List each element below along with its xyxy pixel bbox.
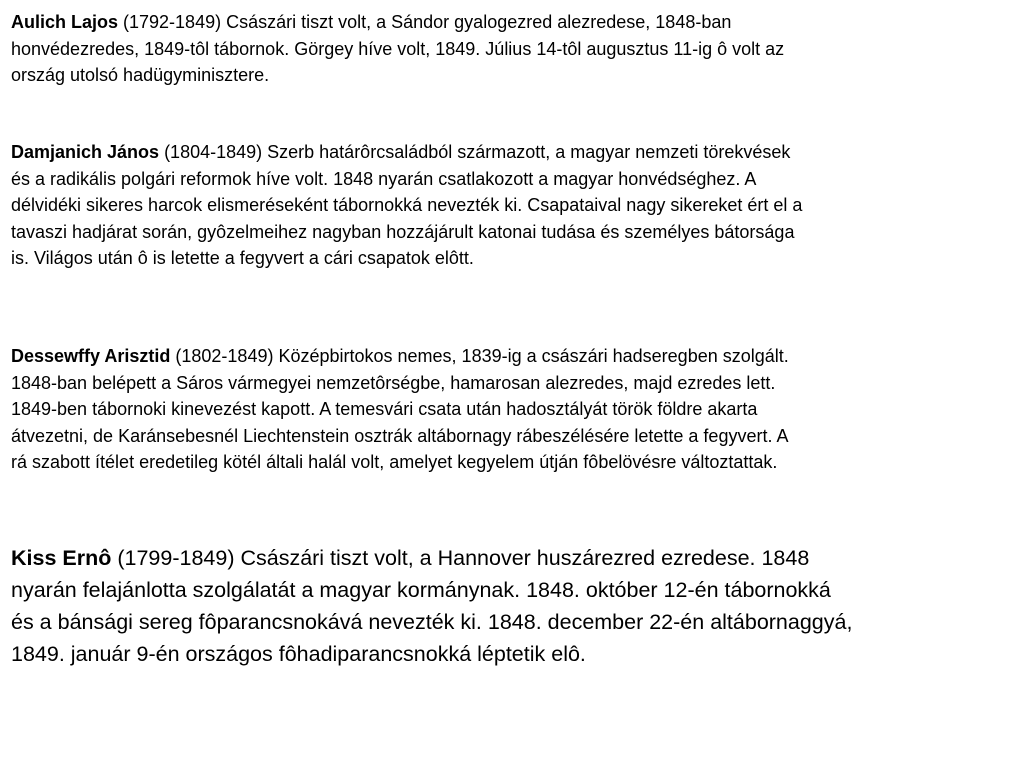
entry-line: tavaszi hadjárat során, gyôzelmeihez nagyban hozzájárult katonai tudása és személyes bátorsága bbox=[11, 221, 795, 242]
biography-entry-kiss bbox=[11, 542, 1020, 670]
entry-line: 1849-ben tábornoki kinevezést kapott. A temesvári csata után hadosztályát török földre akarta bbox=[11, 399, 758, 419]
entry-name: Dessewffy Arisztid bbox=[11, 346, 171, 366]
biography-entry-dessewffy bbox=[11, 343, 1020, 476]
entry-name: Damjanich János bbox=[11, 142, 160, 162]
entry-first-line: Damjanich János (1804-1849) Szerb határôrcsaládból származott, a magyar nemzeti törekvések bbox=[11, 142, 791, 162]
entry-line: rá szabott ítélet eredetileg kötél általi halál volt, amelyet kegyelem útján fôbelövésre változtattak. bbox=[11, 452, 778, 472]
entry-line: és a bánsági sereg fôparancsnokává nevezték ki. 1848. december 22-én altábornaggyá, bbox=[11, 610, 853, 634]
entry-first-line: Kiss Ernô (1799-1849) Császári tiszt volt, a Hannover huszárezred ezredese. 1848 bbox=[11, 546, 810, 570]
entry-first-line: Dessewffy Arisztid (1802-1849) Középbirtokos nemes, 1839-ig a császári hadseregben szolgált. bbox=[11, 346, 789, 366]
entry-line: nyarán felajánlotta szolgálatát a magyar kormánynak. 1848. október 12-én tábornokká bbox=[11, 578, 831, 602]
biography-entry-damjanich bbox=[11, 139, 1020, 272]
entry-line: átvezetni, de Karánsebesnél Liechtenstein osztrák altábornagy rábeszélésére letette a fegyvert. A bbox=[11, 425, 789, 446]
entry-line: is. Világos után ô is letette a fegyvert a cári csapatok elôtt. bbox=[11, 248, 474, 268]
entry-first-line: Aulich Lajos (1792-1849) Császári tiszt volt, a Sándor gyalogezred alezredese, 1848-ban bbox=[11, 12, 732, 32]
entry-line: ország utolsó hadügyminisztere. bbox=[11, 65, 270, 85]
entry-line: és a radikális polgári reformok híve volt. 1848 nyarán csatlakozott a magyar honvédséghez. A bbox=[11, 168, 757, 189]
entry-name: Kiss Ernô bbox=[11, 546, 112, 570]
entry-line: honvédezredes, 1849-tôl tábornok. Görgey híve volt, 1849. Július 14-tôl augusztus 11-ig ô volt az bbox=[11, 38, 785, 59]
entry-line: délvidéki sikeres harcok elismeréseként tábornokká nevezték ki. Csapataival nagy sikereket ért el a bbox=[11, 195, 803, 215]
biography-entry-aulich bbox=[11, 9, 1020, 89]
entry-name: Aulich Lajos bbox=[11, 12, 119, 32]
entry-line: 1848-ban belépett a Sáros vármegyei nemzetôrségbe, hamarosan alezredes, majd ezredes lett. bbox=[11, 372, 776, 393]
entry-line: 1849. január 9-én országos fôhadiparancsnokká léptetik elô. bbox=[11, 642, 586, 666]
